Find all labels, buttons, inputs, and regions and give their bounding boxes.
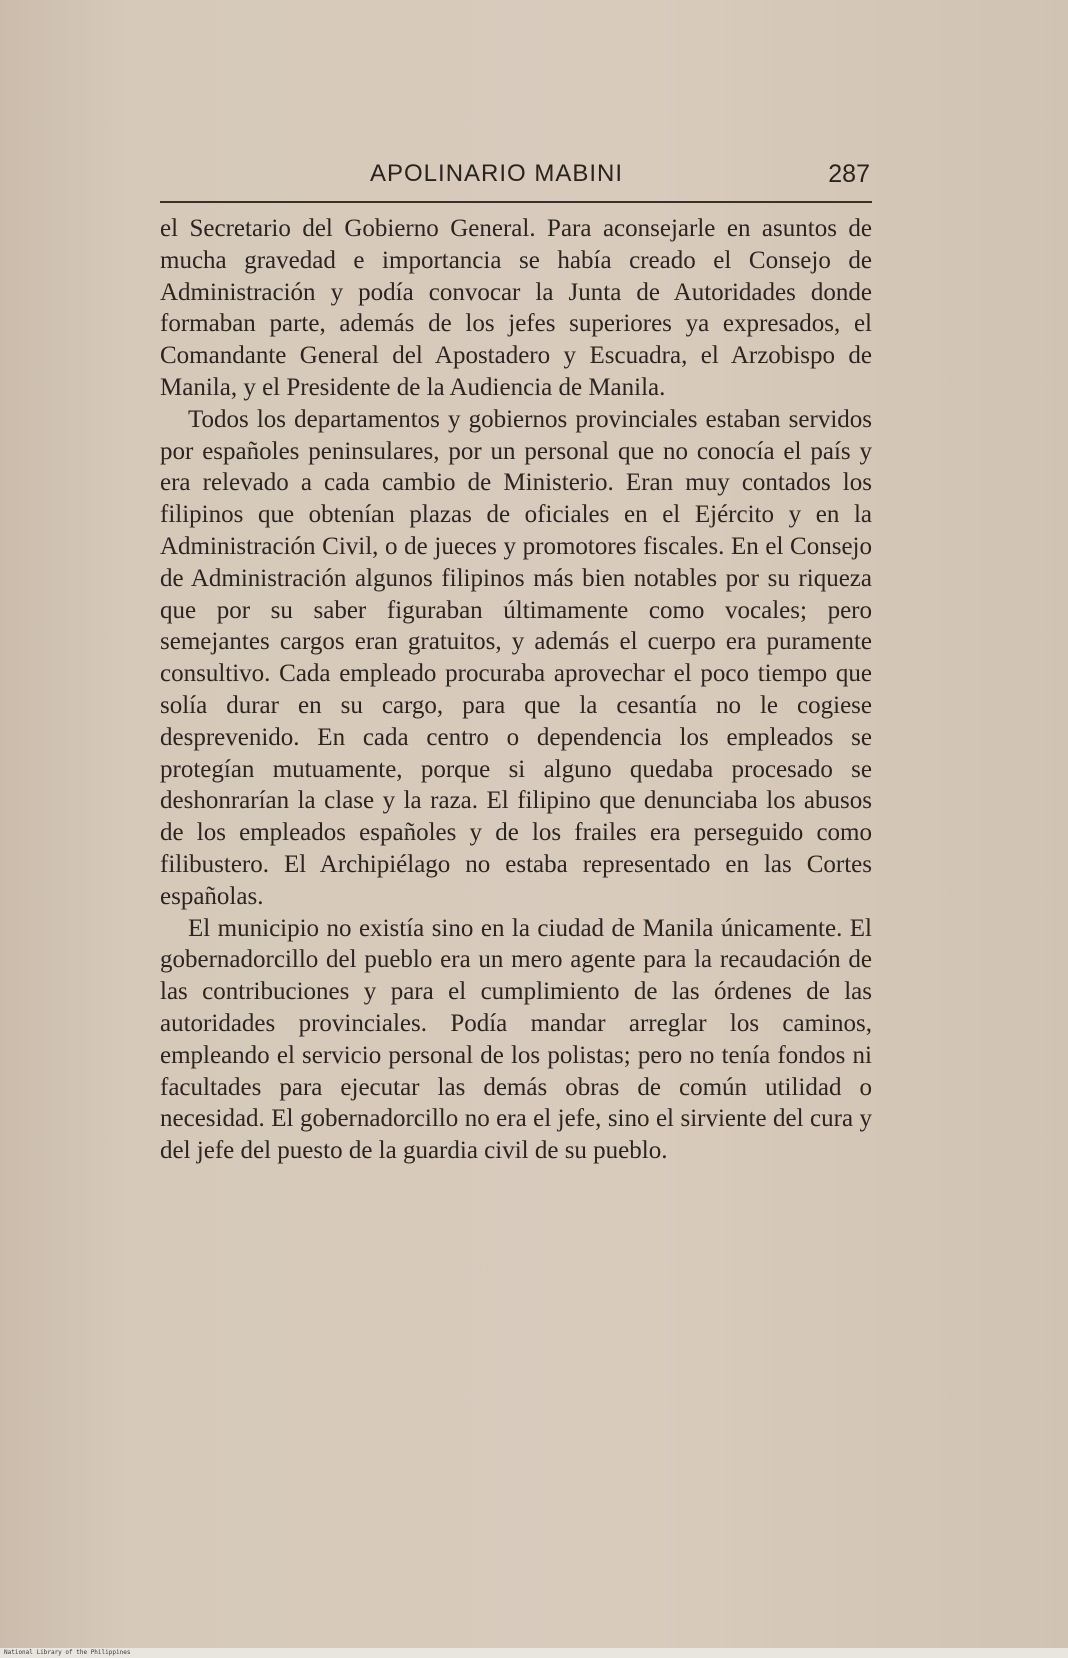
running-title: APOLINARIO MABINI xyxy=(370,160,624,187)
scan-bottom-strip xyxy=(0,1648,1068,1658)
header-rule xyxy=(160,201,872,203)
paragraph-departamentos: Todos los departamentos y gobiernos provinciales estaban servidos por españoles peninsulares, por un personal que no conocía el país y era relevado a cada cambio de Ministerio. Eran muy contados los filipinos que obtenían plazas de oficiales en el Ejército y en la Administración Civil, o de jueces y promotores fiscales. En el Consejo de Administración algunos filipinos más bien notables por su riqueza que por su saber figuraban últimamente como vocales; pero semejantes cargos eran gratuitos, y además el cuerpo era puramente consultivo. Cada empleado procuraba aprovechar el poco tiempo que solía durar en su cargo, para que la cesantía no le cogiese desprevenido. En cada centro o dependencia los empleados se protegían mutuamente, porque si alguno quedaba procesado se deshonrarían la clase y la raza. El filipino que denunciaba los abusos de los empleados españoles y de los frailes era perseguido como filibustero. El Archipiélago no estaba representado en las Cortes españolas. xyxy=(160,405,872,910)
paragraph-municipio: El municipio no existía sino en la ciudad de Manila únicamente. El gobernadorcillo del pueblo era un mero agente para la recaudación de las contribuciones y para el cumplimiento de las órdenes de las autoridades provinciales. Podía mandar arreglar los caminos, empleando el servicio personal de los polistas; pero no tenía fondos ni facultades para ejecutar las demás obras de común utilidad o necesidad. El gobernadorcillo no era el jefe, sino el sirviente del cura y del jefe del puesto de la guardia civil de su pueblo. xyxy=(160,914,872,1165)
source-credit: National Library of the Philippines xyxy=(4,1649,131,1656)
body-text xyxy=(160,213,872,1167)
page-number: 287 xyxy=(828,160,870,188)
page-header xyxy=(160,160,872,196)
paragraph-continuation: el Secretario del Gobierno General. Para aconsejarle en asuntos de mucha gravedad e importancia se había creado el Consejo de Administración y podía convocar la Junta de Autoridades donde formaban parte, además de los jefes superiores ya expresados, el Comandante General del Apostadero y Escuadra, el Arzobispo de Manila, y el Presidente de la Audiencia de Manila. xyxy=(160,215,872,401)
